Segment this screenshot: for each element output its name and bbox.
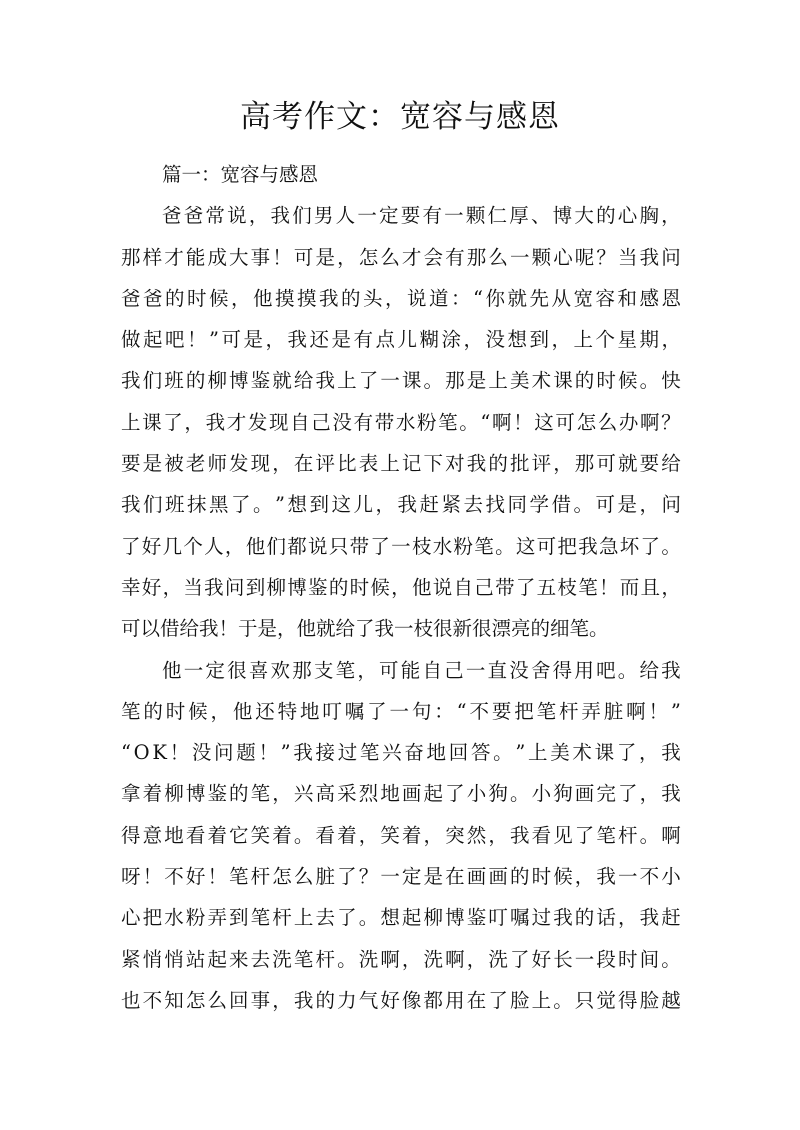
text-line: 了 好 几 个 人 ， 他 们 都 说 只 带 了 一 枝 水 粉 笔 。 这 可 把 我 急 坏 了 。 <box>121 534 681 558</box>
text-line: 紧 悄 悄 站 起 来 去 洗 笔 杆 。 洗 啊 ， 洗 啊 ， 洗 了 好 长 一 段 时 间 。 <box>121 947 681 971</box>
text-line: 可以借给我！于是，他就给了我一枝很新很漂亮的细笔。 <box>121 617 609 641</box>
text-line: 做 起 吧 ！ ” 可 是 ， 我 还 是 有 点 儿 糊 涂 ， 没 想 到 ， 上 个 星 期 ， <box>121 328 681 352</box>
text-line: 拿 着 柳 博 鉴 的 笔 ， 兴 高 采 烈 地 画 起 了 小 狗 。 小 狗 画 完 了 ， 我 <box>121 782 681 806</box>
text-line: 笔 的 时 候 ， 他 还 特 地 叮 嘱 了 一 句 ： “ 不 要 把 笔 杆 弄 脏 啊 ！ ” <box>121 699 681 723</box>
text-line: 上 课 了 ， 我 才 发 现 自 己 没 有 带 水 粉 笔 。 “ 啊 ！ 这 可 怎 么 办 啊 ？ <box>121 410 681 434</box>
text-line: 我 们 班 的 柳 博 鉴 就 给 我 上 了 一 课 。 那 是 上 美 术 课 的 时 候 。 快 <box>121 369 681 393</box>
text-line: 篇一：宽容与感恩 <box>162 163 319 186</box>
text-line: 也 不 知 怎 么 回 事 ， 我 的 力 气 好 像 都 用 在 了 脸 上 。 只 觉 得 脸 越 <box>121 988 681 1012</box>
text-line: 爸 爸 的 时 候 ， 他 摸 摸 我 的 头 ， 说 道 ： “ 你 就 先 从 宽 容 和 感 恩 <box>121 286 681 310</box>
text-line: 得 意 地 看 着 它 笑 着 。 看 着 ， 笑 着 ， 突 然 ， 我 看 见 了 笔 杆 。 啊 <box>121 823 681 847</box>
document-body <box>121 154 681 1021</box>
text-line: 呀 ！ 不 好 ！ 笔 杆 怎 么 脏 了 ？ 一 定 是 在 画 画 的 时 候 ， 我 一 不 小 <box>121 865 681 889</box>
text-line: 他 一 定 很 喜 欢 那 支 笔 ， 可 能 自 己 一 直 没 舍 得 用 吧 。 给 我 <box>162 658 681 682</box>
text-line: 要 是 被 老 师 发 现 ， 在 评 比 表 上 记 下 对 我 的 批 评 ， 那 可 就 要 给 <box>121 452 681 476</box>
document-title: 高考作文：宽容与感恩 <box>240 99 560 135</box>
text-line: 那 样 才 能 成 大 事 ！ 可 是 ， 怎 么 才 会 有 那 么 一 颗 心 呢 ？ 当 我 问 <box>121 245 681 269</box>
text-line: 我 们 班 抹 黑 了 。 ” 想 到 这 儿 ， 我 赶 紧 去 找 同 学 借 。 可 是 ， 问 <box>121 493 681 517</box>
text-line: “ O K ！ 没 问 题 ！ ” 我 接 过 笔 兴 奋 地 回 答 。 ” 上 美 术 课 了 ， 我 <box>121 741 681 765</box>
text-line: 心 把 水 粉 弄 到 笔 杆 上 去 了 。 想 起 柳 博 鉴 叮 嘱 过 我 的 话 ， 我 赶 <box>121 906 681 930</box>
text-line: 幸 好 ， 当 我 问 到 柳 博 鉴 的 时 候 ， 他 说 自 己 带 了 五 枝 笔 ！ 而 且 ， <box>121 575 681 599</box>
text-line: 爸 爸 常 说 ， 我 们 男 人 一 定 要 有 一 颗 仁 厚 、 博 大 的 心 胸 ， <box>162 204 681 228</box>
